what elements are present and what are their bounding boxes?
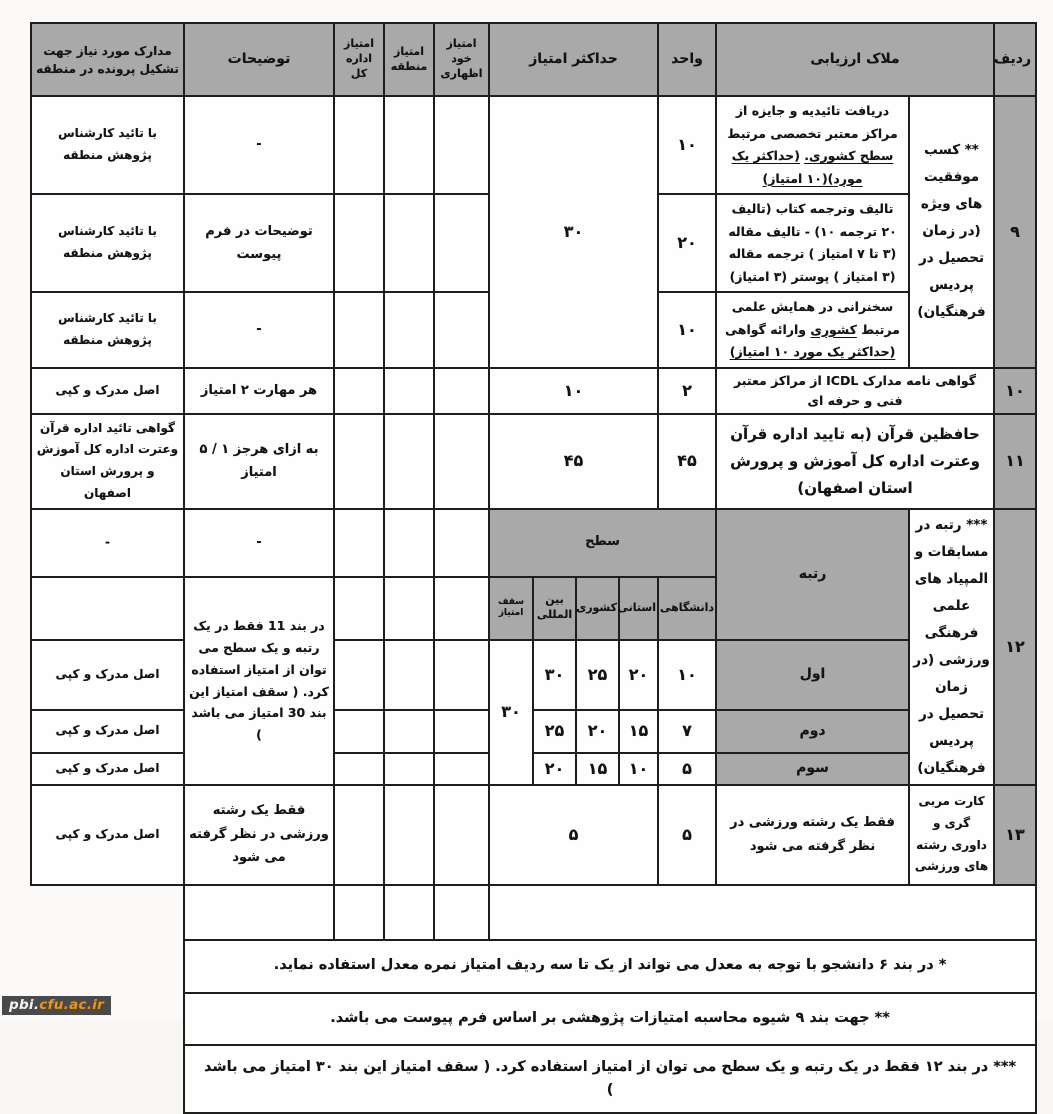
row12c-office-score-cell <box>334 640 384 710</box>
row9a-documents: با تائید کارشناس پژوهش منطقه <box>31 96 184 194</box>
row12-second-province: ۱۵ <box>619 710 658 753</box>
row13-criterion-label: کارت مربی گری و داوری رشته های ورزشی <box>909 785 994 885</box>
row13-unit: ۵ <box>658 785 716 885</box>
row-10 <box>31 368 1036 414</box>
row12b-office-score-cell <box>334 577 384 640</box>
row12d-district-score-cell <box>384 710 434 753</box>
header-unit: واحد <box>658 23 716 96</box>
row9b-notes: توضیحات در فرم پیوست <box>184 194 334 292</box>
footnote-1-ghost <box>31 940 184 993</box>
row9-detail-3-underline: کشوری <box>810 321 857 337</box>
header-district-score: امتیاز منطقه <box>384 23 434 96</box>
row12e-self-score-cell <box>434 753 489 785</box>
header-documents: مدارک مورد نیاز جهت تشکیل پرونده در منطقه <box>31 23 184 96</box>
row12-col-cap: سقف امتیاز <box>489 577 533 640</box>
row10-documents: اصل مدرک و کپی <box>31 368 184 414</box>
site-watermark <box>2 996 111 1015</box>
row-12-first <box>31 640 1036 710</box>
row12b-district-score-cell <box>384 577 434 640</box>
header-row <box>31 23 1036 96</box>
row10-district-score-cell <box>384 368 434 414</box>
row9a-office-score-cell <box>334 96 384 194</box>
row13-documents: اصل مدرک و کپی <box>31 785 184 885</box>
empty-row-wide-cell <box>489 885 1036 940</box>
row12-col-university: دانشگاهی <box>658 577 716 640</box>
row9-detail-1-underline2: (حداکثر یک مورد)(۱۰ امتیاز) <box>731 148 863 186</box>
row12d-documents: اصل مدرک و کپی <box>31 710 184 753</box>
row13-number: ۱۳ <box>994 785 1036 885</box>
row12-criterion-label: *** رتبه در مسابقات و المپیاد های علمی فرهنگی ورزشی (در زمان تحصیل در پردیس فرهنگیان) <box>909 509 994 785</box>
row9a-district-score-cell <box>384 96 434 194</box>
footnote-row-1 <box>31 940 1036 993</box>
row12-rank-header: رتبه <box>716 509 909 640</box>
row10-self-score-cell <box>434 368 489 414</box>
row12c-district-score-cell <box>384 640 434 710</box>
row12b-documents-cell <box>31 577 184 640</box>
row-12-head <box>31 509 1036 577</box>
row13-office-score-cell <box>334 785 384 885</box>
evaluation-table <box>30 22 1037 1114</box>
footnote-row-2 <box>31 993 1036 1045</box>
row11-notes: به ازای هرجز ۱ / ۵ امتیاز <box>184 414 334 509</box>
row9-unit-3: ۱۰ <box>658 292 716 368</box>
row-12-second <box>31 710 1036 753</box>
row9-detail-3-text2: وارائه گواهی <box>725 321 811 337</box>
row12-second-international: ۲۵ <box>533 710 576 753</box>
row9b-documents: با تائید کارشناس پژوهش منطقه <box>31 194 184 292</box>
row12-first-national: ۲۵ <box>576 640 619 710</box>
row-9a <box>31 96 1036 194</box>
row11-criterion: حافظین قرآن (به تایید اداره قرآن وعترت اداره کل آموزش و پرورش استان اصفهان) <box>716 414 994 509</box>
row12-rank-first: اول <box>716 640 909 710</box>
row10-criterion: گواهی نامه مدارک ICDL از مراکز معتبر فنی و حرفه ای <box>716 368 994 414</box>
header-max-score: حداکثر امتیاز <box>489 23 658 96</box>
row10-unit: ۲ <box>658 368 716 414</box>
row9b-office-score-cell <box>334 194 384 292</box>
row9-detail-3 <box>716 292 909 368</box>
header-radif: ردیف <box>994 23 1036 96</box>
row12-col-international: بین المللی <box>533 577 576 640</box>
row9-detail-2: تالیف وترجمه کتاب (تالیف ۲۰ ترجمه ۱۰) - تالیف مقاله (۳ تا ۷ امتیاز ) ترجمه مقاله (۳ امتیاز ) پوستر (۳ امتیاز) <box>716 194 909 292</box>
row12e-office-score-cell <box>334 753 384 785</box>
row12c-self-score-cell <box>434 640 489 710</box>
header-criterion: ملاک ارزیابی <box>716 23 994 96</box>
row12-second-university: ۷ <box>658 710 716 753</box>
row12-col-province: استانی <box>619 577 658 640</box>
row9c-notes: - <box>184 292 334 368</box>
row9c-documents: با تائید کارشناس پژوهش منطقه <box>31 292 184 368</box>
empty-row-self-score-cell <box>434 885 489 940</box>
row9b-district-score-cell <box>384 194 434 292</box>
row12-notes: در بند 11 فقط در یک رتبه و یک سطح می توان از امتیاز استفاده کرد. ( سقف امتیاز این بند 30 امتیاز می باشد ) <box>184 577 334 785</box>
row12-third-international: ۲۰ <box>533 753 576 785</box>
row9-number: ۹ <box>994 96 1036 368</box>
row12-level-header: سطح <box>489 509 716 577</box>
row9c-self-score-cell <box>434 292 489 368</box>
row11-unit: ۴۵ <box>658 414 716 509</box>
row10-number: ۱۰ <box>994 368 1036 414</box>
row9-detail-1-underline: سطح کشوری. <box>804 148 894 163</box>
row9-detail-1 <box>716 96 909 194</box>
row9a-notes: - <box>184 96 334 194</box>
row12-first-university: ۱۰ <box>658 640 716 710</box>
row12-number: ۱۲ <box>994 509 1036 785</box>
row11-number: ۱۱ <box>994 414 1036 509</box>
row-11 <box>31 414 1036 509</box>
empty-row-ghost <box>31 885 184 940</box>
row12-rank-third: سوم <box>716 753 909 785</box>
row12-first-province: ۲۰ <box>619 640 658 710</box>
row10-office-score-cell <box>334 368 384 414</box>
row-12-third <box>31 753 1036 785</box>
row9c-office-score-cell <box>334 292 384 368</box>
row12-col-national: کشوری <box>576 577 619 640</box>
row12e-documents: اصل مدرک و کپی <box>31 753 184 785</box>
footnote-row-3 <box>31 1045 1036 1113</box>
row12b-self-score-cell <box>434 577 489 640</box>
row11-self-score-cell <box>434 414 489 509</box>
footnote-3: *** در بند ۱۲ فقط در یک رتبه و یک سطح می توان از امتیاز استفاده کرد. ( سقف امتیاز این بند ۳۰ امتیاز می باشد ) <box>184 1045 1036 1113</box>
row13-detail: فقط یک رشته ورزشی در نظر گرفته می شود <box>716 785 909 885</box>
header-self-score: امتیاز خود اظهاری <box>434 23 489 96</box>
row12-third-province: ۱۰ <box>619 753 658 785</box>
row9a-self-score-cell <box>434 96 489 194</box>
footnote-1: * در بند ۶ دانشجو با توجه به معدل می تواند از یک تا سه ردیف امتیاز نمره معدل استفاده نماید. <box>184 940 1036 993</box>
row9-detail-3-text: سخنرانی در همایش علمی مرتبط <box>731 299 900 337</box>
row13-max-score: ۵ <box>489 785 658 885</box>
header-office-score: امتیاز اداره کل <box>334 23 384 96</box>
footnote-3-ghost <box>31 1045 184 1113</box>
row12-first-international: ۳۰ <box>533 640 576 710</box>
row10-notes: هر مهارت ۲ امتیاز <box>184 368 334 414</box>
row9-criterion-label: ** کسب موفقیت های ویژه (در زمان تحصیل در پردیس فرهنگیان) <box>909 96 994 368</box>
row12-second-national: ۲۰ <box>576 710 619 753</box>
row12a-district-score-cell <box>384 509 434 577</box>
row12d-office-score-cell <box>334 710 384 753</box>
empty-row-office-score-cell <box>334 885 384 940</box>
row11-office-score-cell <box>334 414 384 509</box>
row13-notes: فقط یک رشته ورزشی در نظر گرفته می شود <box>184 785 334 885</box>
row12-third-national: ۱۵ <box>576 753 619 785</box>
row12-cap-value: ۳۰ <box>489 640 533 785</box>
row11-documents: گواهی تائید اداره قرآن وعترت اداره کل آموزش و پرورش استان اصفهان <box>31 414 184 509</box>
empty-row <box>31 885 1036 940</box>
row12d-self-score-cell <box>434 710 489 753</box>
row12e-district-score-cell <box>384 753 434 785</box>
row13-self-score-cell <box>434 785 489 885</box>
row9b-self-score-cell <box>434 194 489 292</box>
row9-detail-1-text: دریافت تائیدیه و جایزه از مراکز معتبر تخصصی مرتبط <box>727 103 898 141</box>
watermark-suffix: cfu.ac.ir <box>39 997 105 1013</box>
row12c-documents: اصل مدرک و کپی <box>31 640 184 710</box>
row11-district-score-cell <box>384 414 434 509</box>
footnote-2: ** جهت بند ۹ شیوه محاسبه امتیازات پژوهشی بر اساس فرم پیوست می باشد. <box>184 993 1036 1045</box>
row10-max-score: ۱۰ <box>489 368 658 414</box>
empty-row-notes-cell <box>184 885 334 940</box>
row13-district-score-cell <box>384 785 434 885</box>
header-notes: توضیحات <box>184 23 334 96</box>
row12-rank-second: دوم <box>716 710 909 753</box>
row9-unit-1: ۱۰ <box>658 96 716 194</box>
row12a-office-score-cell <box>334 509 384 577</box>
row-13 <box>31 785 1036 885</box>
row9-unit-2: ۲۰ <box>658 194 716 292</box>
row12-third-university: ۵ <box>658 753 716 785</box>
row9c-district-score-cell <box>384 292 434 368</box>
row11-max-score: ۴۵ <box>489 414 658 509</box>
row12a-notes: - <box>184 509 334 577</box>
row12a-documents: - <box>31 509 184 577</box>
row9-max-score: ۳۰ <box>489 96 658 368</box>
row12a-self-score-cell <box>434 509 489 577</box>
watermark-prefix: pbi. <box>9 997 40 1013</box>
empty-row-district-score-cell <box>384 885 434 940</box>
row9-detail-3-underline2: (حداکثر یک مورد ۱۰ امتیاز) <box>729 344 896 359</box>
